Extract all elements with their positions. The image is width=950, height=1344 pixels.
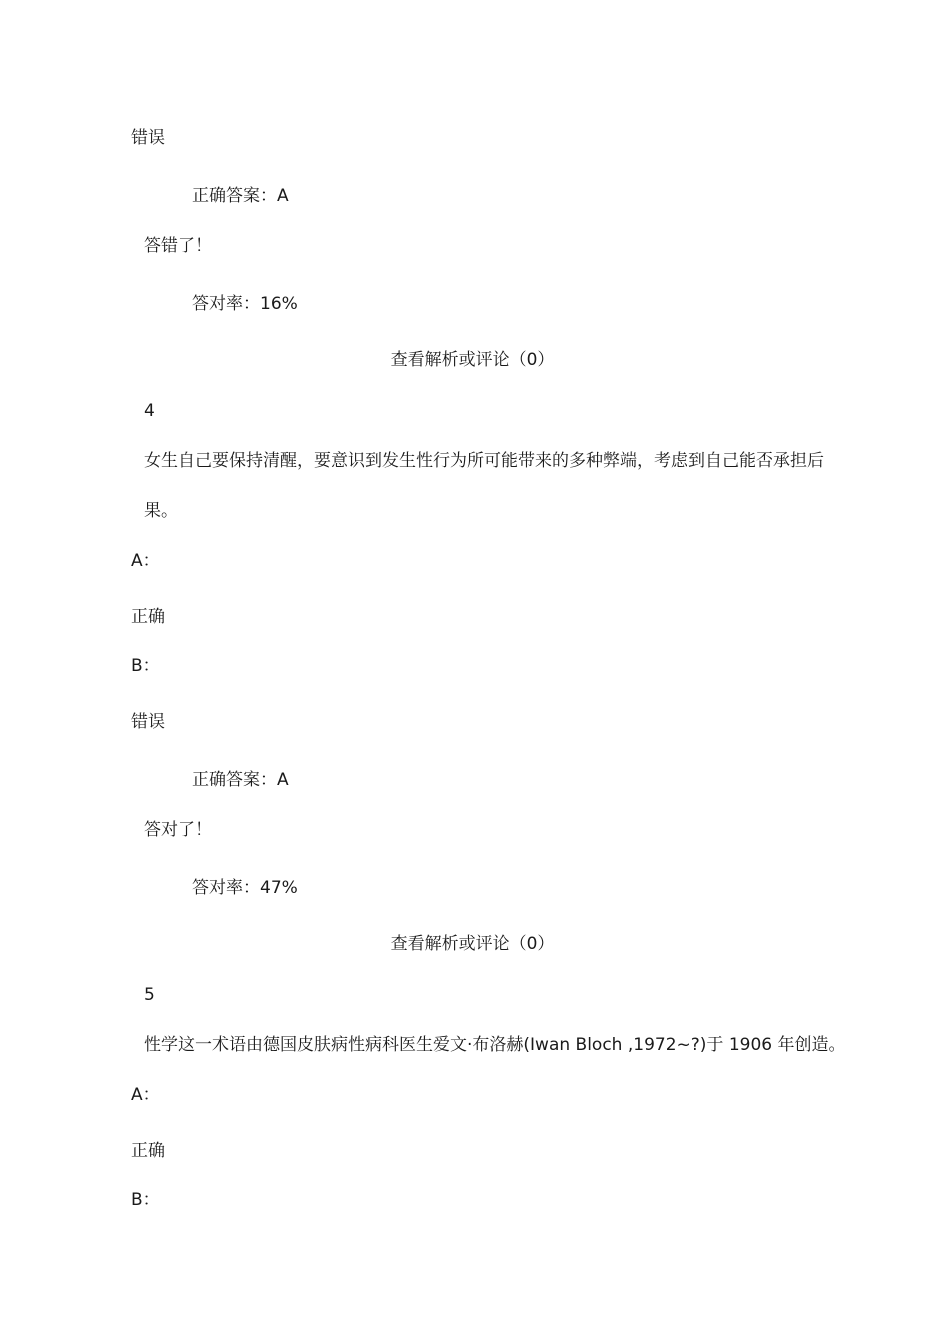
question-stem: 女生自己要保持清醒，要意识到发生性行为所可能带来的多种弊端，考虑到自己能否承担后 bbox=[144, 451, 824, 471]
option-b-text: 错误 bbox=[131, 712, 165, 732]
question-number: 5 bbox=[144, 985, 155, 1005]
question-number: 4 bbox=[144, 401, 155, 421]
correct-answer: 正确答案：A bbox=[192, 770, 289, 790]
question-stem: 性学这一术语由德国皮肤病性病科医生爱文·布洛赫(Iwan Bloch ,1972~?)于 1906 年创造。 bbox=[144, 1035, 846, 1055]
answer-result: 答错了！ bbox=[144, 236, 212, 256]
option-a-label: A： bbox=[131, 551, 160, 571]
answer-result: 答对了！ bbox=[144, 820, 212, 840]
review-link[interactable]: 查看解析或评论（0） bbox=[390, 934, 555, 954]
option-a-label: A： bbox=[131, 1085, 160, 1105]
option-b-label: B： bbox=[131, 656, 160, 676]
correct-answer: 正确答案：A bbox=[192, 186, 289, 206]
option-b-text: 错误 bbox=[131, 128, 165, 148]
option-a-text: 正确 bbox=[131, 607, 165, 627]
option-a-text: 正确 bbox=[131, 1141, 165, 1161]
option-b-label: B： bbox=[131, 1190, 160, 1210]
accuracy-rate: 答对率：16% bbox=[192, 294, 298, 314]
review-link[interactable]: 查看解析或评论（0） bbox=[390, 350, 555, 370]
question-stem-continued: 果。 bbox=[144, 501, 178, 521]
accuracy-rate: 答对率：47% bbox=[192, 878, 298, 898]
